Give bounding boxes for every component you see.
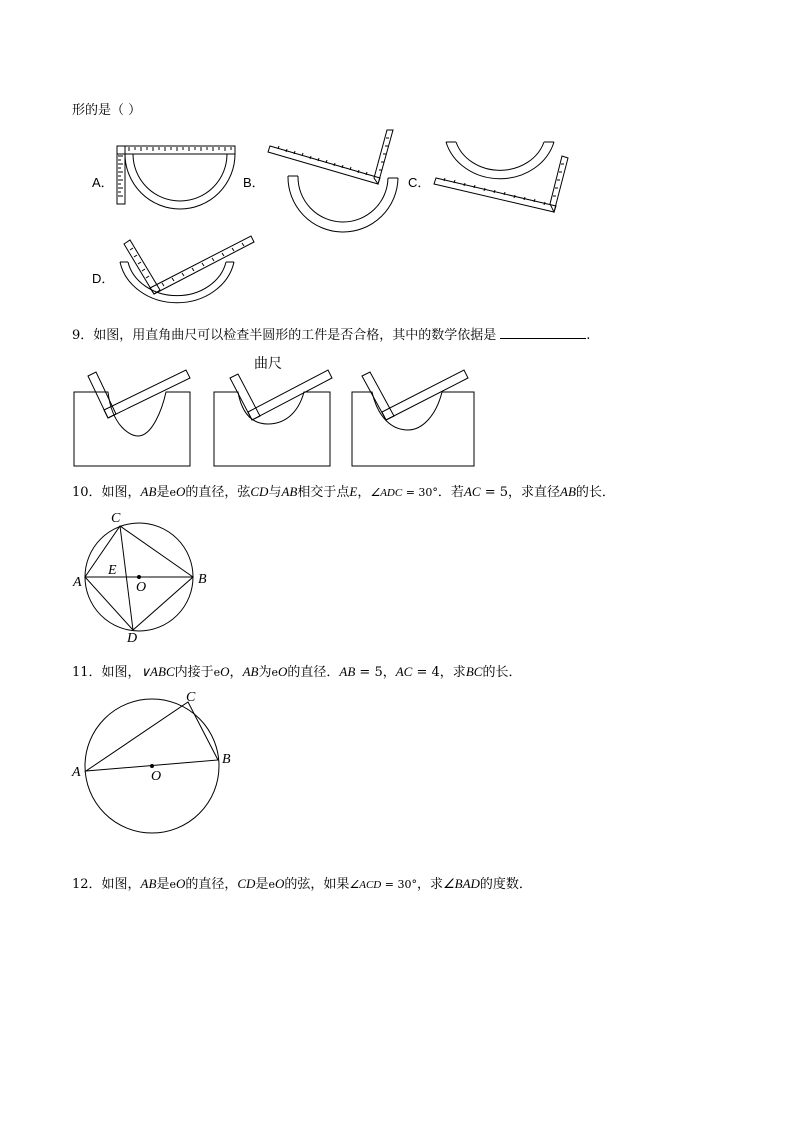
q10-t8: 的长． bbox=[575, 485, 615, 500]
q10-label-c: C bbox=[111, 511, 121, 526]
q12-o: O bbox=[175, 876, 186, 891]
q10-ab2: AB bbox=[281, 484, 298, 499]
q10-cd: CD bbox=[250, 484, 269, 499]
option-d-figure bbox=[114, 232, 264, 322]
q10-angle: ∠ADC bbox=[370, 487, 403, 499]
q12-angle-acd: ∠ACD bbox=[349, 879, 382, 891]
q10-question bbox=[72, 484, 615, 501]
q10-angle-val: = 30° bbox=[402, 486, 438, 499]
q11-t1: 内接于 bbox=[174, 665, 214, 680]
q11-label-c: C bbox=[186, 690, 196, 705]
option-c-figure bbox=[432, 140, 572, 220]
q10-t2: 的直径，弦 bbox=[185, 485, 251, 500]
q10-label-o: O bbox=[136, 580, 147, 595]
q11-t7: 的长． bbox=[482, 665, 522, 680]
q11-t2: ， bbox=[229, 665, 243, 680]
q11-bc: BC bbox=[465, 664, 483, 679]
q9-figures bbox=[72, 364, 482, 474]
q9-question bbox=[72, 326, 590, 344]
q11-ac: AC bbox=[395, 664, 413, 679]
q8-stem-end: 形的是（ ） bbox=[72, 103, 142, 118]
q10-ab3: AB bbox=[560, 484, 576, 499]
q12-t1: 是 bbox=[156, 877, 170, 892]
q10-num: 10．如图， bbox=[72, 485, 141, 500]
q10-o: O bbox=[175, 484, 186, 499]
q11-t3: 为 bbox=[258, 665, 272, 680]
q10-ac-val: = 5 bbox=[480, 485, 508, 500]
option-b-label: B． bbox=[243, 175, 265, 190]
q12-o2: O bbox=[274, 876, 285, 891]
q12-circle-sym: e bbox=[169, 878, 176, 891]
q10-label-e: E bbox=[108, 563, 117, 578]
q11-ab-val: = 5 bbox=[355, 665, 383, 680]
q12-circle-sym2: e bbox=[268, 878, 275, 891]
q10-t7: ，求直径 bbox=[508, 485, 561, 500]
q11-triangle: ∨ABC bbox=[140, 664, 175, 679]
q9-answer-blank[interactable] bbox=[500, 326, 586, 339]
q9-text: 9．如图，用直角曲尺可以检查半圆形的工件是否合格，其中的数学依据是 bbox=[72, 328, 497, 343]
q11-label-b: B bbox=[222, 752, 231, 767]
option-b-figure bbox=[266, 128, 406, 228]
q10-e: E bbox=[349, 484, 358, 499]
q12-angle-bad: ∠BAD bbox=[442, 876, 480, 891]
q11-o2: O bbox=[277, 664, 288, 679]
q11-figure bbox=[80, 690, 240, 840]
q11-o: O bbox=[220, 664, 230, 679]
q10-ab: AB bbox=[140, 484, 157, 499]
q10-t5: ， bbox=[357, 485, 371, 500]
q10-label-b: B bbox=[198, 572, 207, 587]
q12-t6: 的度数． bbox=[479, 877, 532, 892]
q12-angle-val: = 30° bbox=[381, 878, 417, 891]
q11-question bbox=[72, 664, 521, 681]
option-d-label: D． bbox=[92, 271, 115, 286]
q10-ac: AC bbox=[463, 484, 481, 499]
q11-ab: AB bbox=[242, 664, 259, 679]
option-a-figure bbox=[115, 144, 245, 214]
q11-ac-val: = 4 bbox=[412, 665, 440, 680]
q12-cd: CD bbox=[237, 876, 256, 891]
q11-label-o: O bbox=[151, 769, 162, 784]
q10-label-d: D bbox=[127, 631, 138, 646]
q10-circle-sym: e bbox=[169, 486, 176, 499]
q10-t3: 与 bbox=[268, 485, 282, 500]
option-a-label: A． bbox=[92, 175, 114, 190]
q11-t4: 的直径． bbox=[287, 665, 340, 680]
q11-circle-sym: e bbox=[213, 666, 221, 679]
q10-label-a: A bbox=[73, 575, 82, 590]
q10-t1: 是 bbox=[156, 485, 170, 500]
option-c-label: C． bbox=[408, 175, 431, 190]
q11-t6: ，求 bbox=[439, 665, 466, 680]
q12-t2: 的直径， bbox=[185, 877, 238, 892]
q12-t3: 是 bbox=[255, 877, 269, 892]
q12-t4: 的弦，如果 bbox=[284, 877, 350, 892]
q9-figure-label: 曲尺 bbox=[254, 356, 282, 372]
q9-end: . bbox=[586, 328, 591, 343]
q10-t4: 相交于点 bbox=[297, 485, 350, 500]
q11-label-a: A bbox=[72, 765, 81, 780]
q11-circle-sym2: e bbox=[271, 666, 278, 679]
q11-t5: ， bbox=[382, 665, 396, 680]
q12-num: 12．如图， bbox=[72, 877, 141, 892]
q10-t6: ．若 bbox=[437, 485, 464, 500]
q12-ab: AB bbox=[140, 876, 157, 891]
q12-question bbox=[72, 876, 532, 893]
q11-num: 11．如图， bbox=[72, 665, 141, 680]
q12-t5: ，求 bbox=[416, 877, 443, 892]
q11-ab2: AB bbox=[339, 664, 356, 679]
